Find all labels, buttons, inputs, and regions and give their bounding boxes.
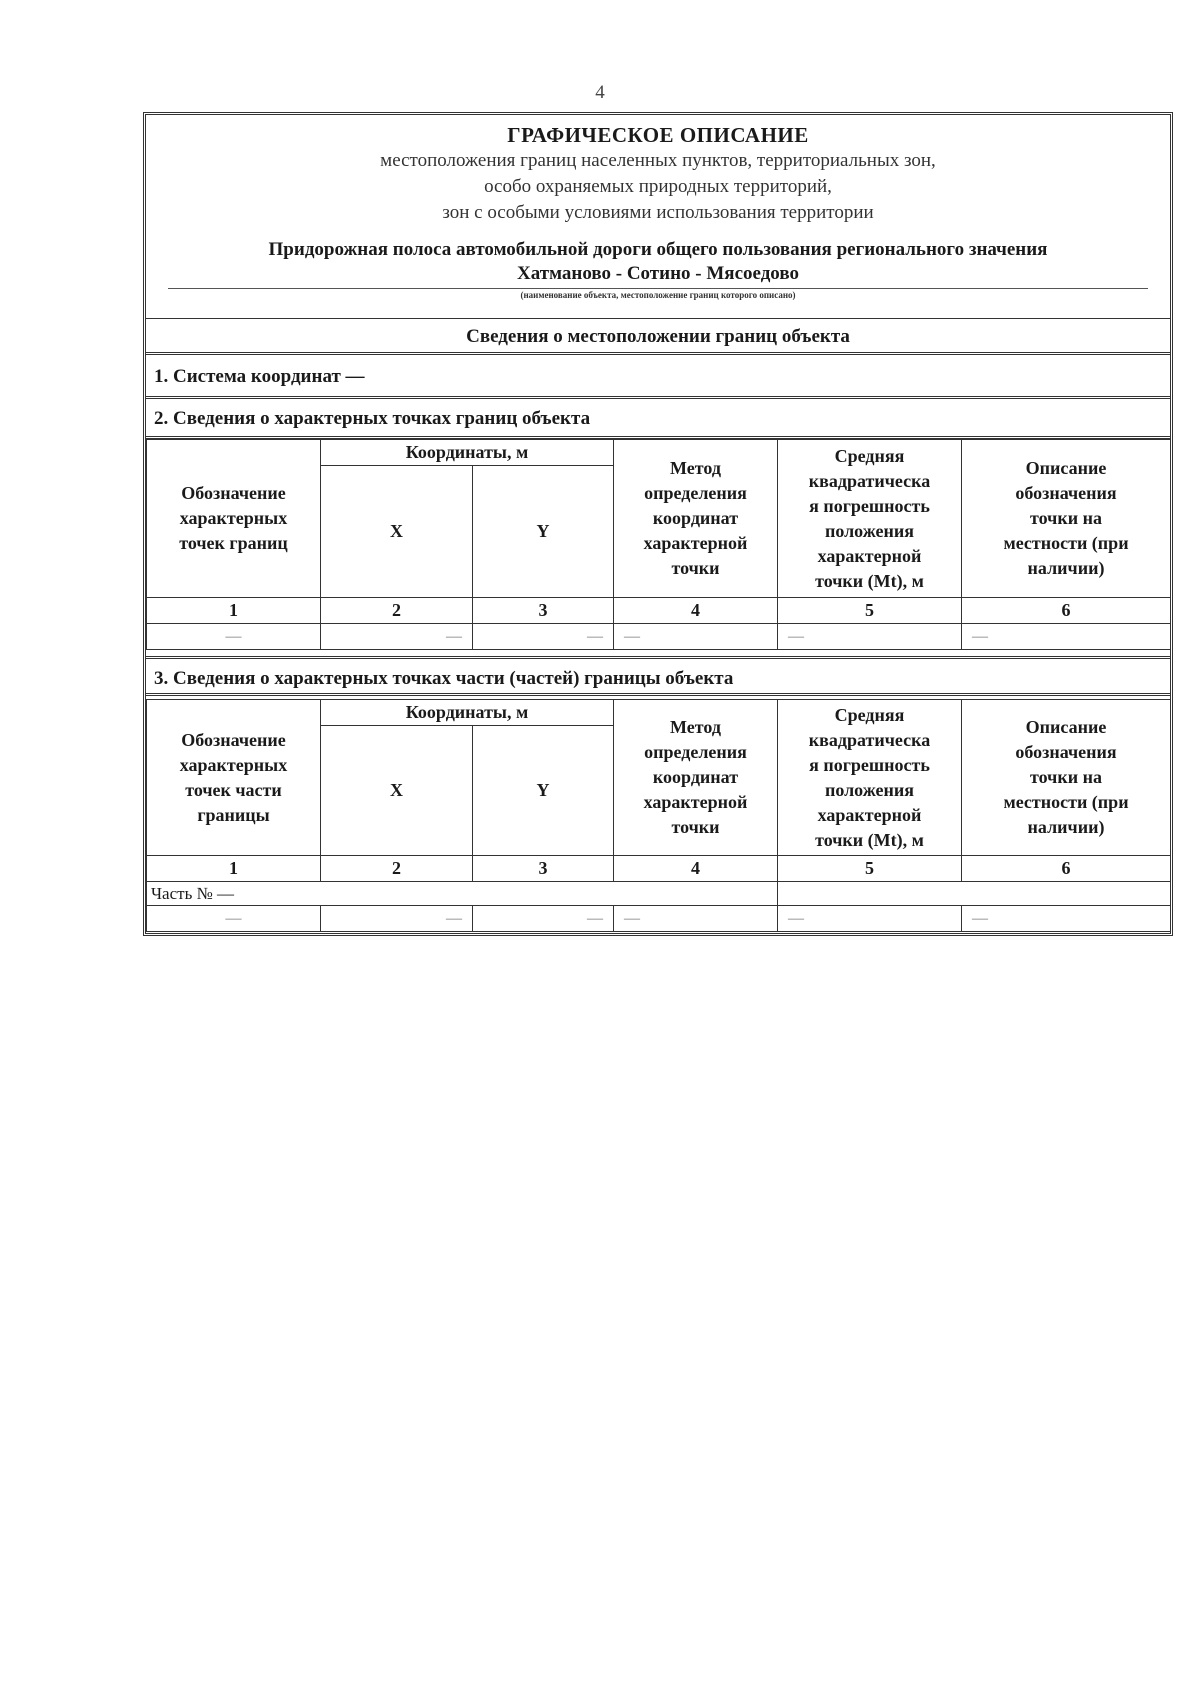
table-row (147, 624, 1171, 650)
header-text: характерных (179, 508, 288, 528)
col-x: X (321, 466, 473, 598)
empty-cell (778, 882, 1171, 906)
empty-cell: — (147, 906, 321, 932)
header-text: Обозначение (181, 729, 286, 750)
header-text: точки на (1030, 508, 1102, 528)
section-2-title: 2. Сведения о характерных точках границ объекта (146, 399, 1170, 439)
header-text: точки (671, 558, 720, 578)
header-text: местности (при (1003, 792, 1129, 812)
header-text: Метод (670, 717, 721, 737)
header-text: я погрешность (809, 495, 930, 516)
header-text: характерной (643, 533, 748, 553)
empty-cell: — (778, 906, 962, 932)
col-y: Y (473, 726, 614, 856)
header-text: характерной (643, 792, 748, 812)
object-name-line-1: Придорожная полоса автомобильной дороги общего пользования регионального значения (268, 239, 1048, 260)
subtitle-line-3: зон с особыми условиями использования территории (442, 202, 874, 223)
header-text: наличии) (1027, 558, 1105, 578)
header-text: координат (652, 767, 739, 787)
column-number: 3 (473, 598, 614, 624)
section-title: Сведения о местоположении границ объекта (146, 319, 1170, 355)
empty-cell: — (321, 624, 473, 650)
header-text: Метод (670, 458, 721, 478)
empty-cell: — (473, 624, 614, 650)
table-row (147, 906, 1171, 932)
header-text: точки на (1030, 767, 1102, 787)
col-coordinates: Координаты, м (321, 700, 614, 726)
document-frame (143, 112, 1173, 936)
header-text: местности (при (1003, 533, 1129, 553)
header-text: координат (652, 508, 739, 528)
header-text: Описание (1025, 458, 1107, 478)
column-number: 2 (321, 598, 473, 624)
subtitle-line-1: местоположения границ населенных пунктов, территориальных зон, (380, 150, 936, 171)
empty-cell: — (614, 906, 778, 932)
document-title: ГРАФИЧЕСКОЕ ОПИСАНИЕ (507, 123, 809, 147)
header-text: обозначения (1015, 742, 1117, 762)
column-number: 3 (473, 856, 614, 882)
header-text: Средняя (834, 445, 905, 466)
col-method (614, 700, 778, 856)
empty-cell: — (147, 624, 321, 650)
header-text: Средняя (834, 704, 905, 725)
column-number: 1 (147, 856, 321, 882)
col-mean-square-error (778, 440, 962, 598)
object-caption: (наименование объекта, местоположение границ которого описано) (520, 290, 796, 300)
header-text: я погрешность (809, 754, 930, 775)
col-x: X (321, 726, 473, 856)
page-number: 4 (595, 82, 605, 103)
header-text: определения (644, 742, 747, 762)
header-text: квадратическа (808, 729, 931, 750)
subtitle-line-2: особо охраняемых природных территорий, (484, 176, 832, 197)
header-box (146, 115, 1170, 319)
table-header-row (147, 440, 1171, 466)
col-method (614, 440, 778, 598)
column-number: 6 (962, 598, 1171, 624)
empty-cell: — (473, 906, 614, 932)
column-number-row (147, 598, 1171, 624)
col-description (962, 440, 1171, 598)
header-text: точки (671, 817, 720, 837)
col-description (962, 700, 1171, 856)
section-3-title: 3. Сведения о характерных точках части (частей) границы объекта (146, 656, 1170, 696)
boundary-points-table (146, 439, 1171, 650)
col-part-point-designation (147, 700, 321, 856)
header-text: положения (824, 520, 915, 541)
column-number: 4 (614, 598, 778, 624)
header-text: точек части (185, 779, 282, 800)
part-number-label: Часть № — (147, 882, 778, 906)
header-text: характерных (179, 754, 288, 775)
header-text: Описание (1025, 717, 1107, 737)
column-number: 1 (147, 598, 321, 624)
col-y: Y (473, 466, 614, 598)
empty-cell: — (321, 906, 473, 932)
part-boundary-points-table (146, 699, 1171, 932)
header-text: характерной (817, 545, 922, 566)
header-text: обозначения (1015, 483, 1117, 503)
empty-cell: — (962, 624, 1171, 650)
header-text: определения (644, 483, 747, 503)
header-text: положения (824, 779, 915, 800)
column-number-row (147, 856, 1171, 882)
header-text: границы (197, 804, 270, 825)
object-name-line-2: Хатманово - Сотино - Мясоедово (517, 263, 799, 284)
empty-cell: — (614, 624, 778, 650)
col-point-designation (147, 440, 321, 598)
col-coordinates: Координаты, м (321, 440, 614, 466)
column-number: 4 (614, 856, 778, 882)
part-label-row (147, 882, 1171, 906)
empty-cell: — (962, 906, 1171, 932)
header-text: точек границ (179, 533, 288, 553)
coordinate-system: 1. Система координат — (146, 355, 1170, 399)
header-text: наличии) (1027, 817, 1105, 837)
col-mean-square-error (778, 700, 962, 856)
header-text: характерной (817, 804, 922, 825)
table-header-row (147, 700, 1171, 726)
empty-cell: — (778, 624, 962, 650)
column-number: 5 (778, 598, 962, 624)
header-text: Обозначение (181, 483, 286, 503)
column-number: 2 (321, 856, 473, 882)
column-number: 6 (962, 856, 1171, 882)
column-number: 5 (778, 856, 962, 882)
header-text: квадратическа (808, 470, 931, 491)
header-text: точки (Mt), м (815, 829, 924, 850)
header-text: точки (Mt), м (815, 570, 924, 591)
